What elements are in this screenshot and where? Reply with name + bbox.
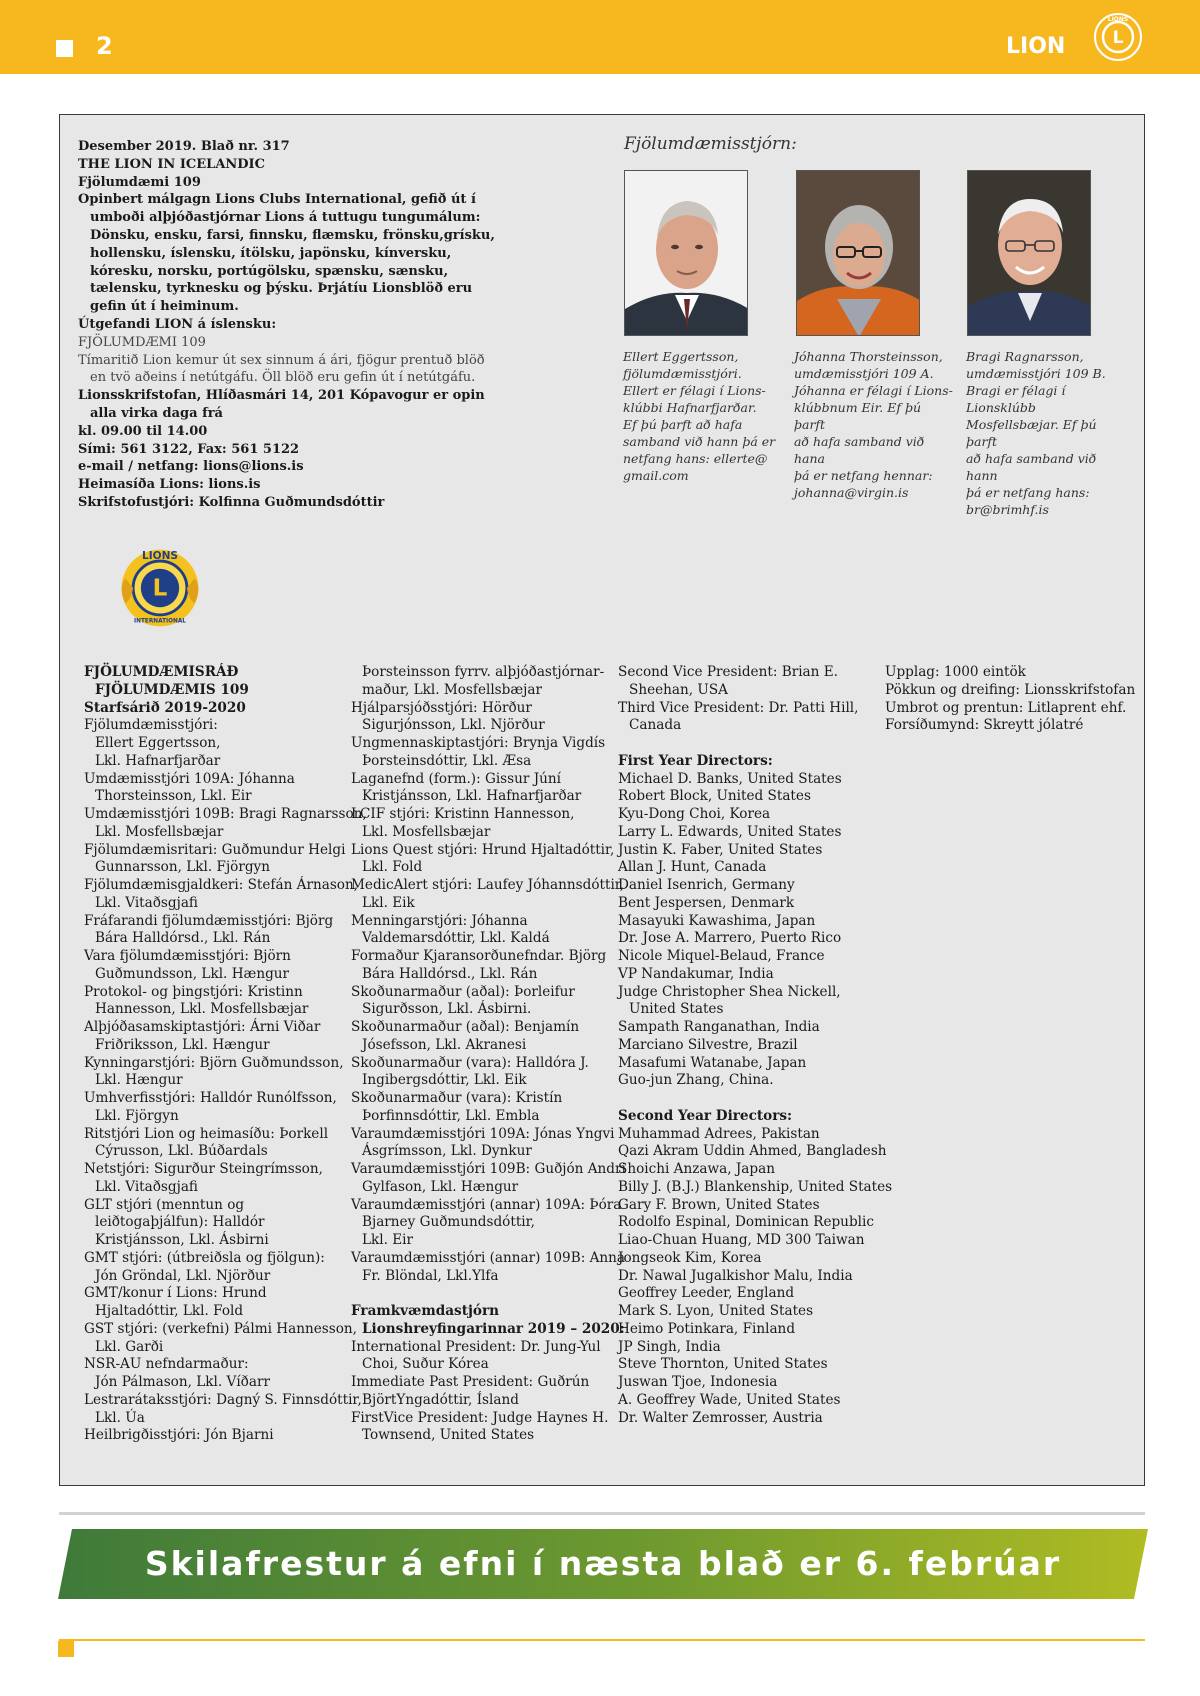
roster-line: Menningarstjóri: Jóhanna (351, 912, 528, 929)
imprint-line: FJÖLUMDÆMI 109 (78, 334, 206, 350)
governor-caption-bragi (966, 348, 1126, 518)
imprint-line: Opinbert málgagn Lions Clubs International, gefið út í umboði alþjóðastjórnar Lions á tuttugu tungumálum: Dönsku, ensku, farsi, finnsku, flæmsku, frönsku,grísku, hollensku, íslensku, ítölsku, japönsku, kínversku, kóresku, norsku, portúgölsku, spænsku, sænsku, tælensku, tyrknesku og þýsku. Þrjátíu Lionsblöð eru gefin út í heiminum. (78, 192, 495, 315)
roster-line: Lkl. Fold (362, 859, 423, 876)
roster-line: Gary F. Brown, United States (618, 1196, 820, 1213)
imprint-line: Sími: 561 3122, Fax: 561 5122 (78, 441, 300, 457)
roster-line: Fjölumdæmisgjaldkeri: Stefán Árnason, (84, 877, 359, 893)
roster-line: Kynningarstjóri: Björn Guðmundsson, (84, 1054, 344, 1071)
caption-line: að hafa samband við hann (966, 451, 1097, 483)
roster-line: Justin K. Faber, United States (618, 841, 823, 858)
roster-line: Dr. Walter Zemrosser, Austria (618, 1409, 823, 1426)
roster-line: Robert Block, United States (618, 788, 811, 805)
caption-line: þá er netfang hennar: (794, 468, 933, 483)
governor-photo-bragi (967, 170, 1091, 336)
roster-line: Choi, Suður Kórea (362, 1356, 489, 1373)
roster-line: BjörtYngadóttir, Ísland (362, 1391, 519, 1408)
roster-line: Varaumdæmisstjóri 109A: Jónas Yngvi (351, 1125, 615, 1142)
roster-line: VP Nandakumar, India (618, 965, 774, 982)
imprint-line: Tímaritið Lion kemur út sex sinnum á ári, fjögur prentuð blöð en tvö aðeins í netútgáfu. Öll blöð eru gefin út í netútgáfu. (78, 352, 485, 386)
roster-line: Formaður Kjaransorðunefndar. Björg (351, 948, 607, 964)
roster-line: Juswan Tjoe, Indonesia (618, 1374, 778, 1390)
imprint-line: Lionsskrifstofan, Hlíðasmári 14, 201 Kópavogur er opin alla virka daga frá (78, 388, 485, 421)
imprint-line: Desember 2019. Blað nr. 317 (78, 139, 290, 154)
roster-line: Jón Pálmason, Lkl. Víðarr (95, 1374, 270, 1390)
roster-line: Bára Halldórsd., Lkl. Rán (362, 965, 538, 982)
roster-line: MedicAlert stjóri: Laufey Jóhannsdóttir, (351, 877, 625, 893)
roster-line: Lkl. Hængur (95, 1072, 183, 1089)
roster-line: Masafumi Watanabe, Japan (618, 1054, 807, 1071)
roster-line: Steve Thornton, United States (618, 1356, 828, 1373)
roster-line: leiðtogaþjálfun): Halldór (95, 1214, 265, 1231)
roster-line: Dr. Jose A. Marrero, Puerto Rico (618, 930, 842, 947)
header-bar (0, 0, 1200, 74)
caption-line: johanna@virgin.is (794, 485, 909, 500)
roster-line: FJÖLUMDÆMIS 109 (95, 681, 249, 698)
roster-line: Lkl. Mosfellsbæjar (362, 823, 491, 840)
roster-line: Lkl. Vitaðsgjafi (95, 1178, 198, 1195)
roster-line: Umdæmisstjóri 109A: Jóhanna (84, 770, 295, 787)
spacer (618, 1090, 892, 1108)
deadline-text: Skilafrestur á efni í næsta blað er 6. febrúar (144, 1544, 1062, 1583)
footer-line (59, 1639, 1145, 1641)
roster-line: Marciano Silvestre, Brazil (618, 1036, 798, 1053)
imprint-line: Fjölumdæmi 109 (78, 174, 201, 190)
roster-line: Friðriksson, Lkl. Hængur (95, 1036, 270, 1053)
roster-line: Fr. Blöndal, Lkl.Ylfa (362, 1267, 499, 1284)
roster-line: LCIF stjóri: Kristinn Hannesson, (351, 806, 575, 822)
roster-line: Canada (629, 717, 682, 734)
council-column-2 (351, 664, 626, 1445)
roster-line: Lkl. Vitaðsgjafi (95, 894, 198, 911)
roster-line: Guo-jun Zhang, China. (618, 1072, 774, 1089)
caption-line: Bragi er félagi í Lionsklúbb (966, 383, 1066, 415)
roster-line: Lkl. Úa (95, 1409, 145, 1426)
caption-line: að hafa samband við hana (794, 434, 925, 466)
roster-line: Thorsteinsson, Lkl. Eir (95, 788, 252, 805)
roster-line: NSR-AU nefndarmaður: (84, 1356, 249, 1373)
lions-international-logo (112, 540, 208, 636)
roster-line: Gunnarsson, Lkl. Fjörgyn (95, 859, 270, 876)
roster-line: Vara fjölumdæmisstjóri: Björn (84, 948, 291, 964)
roster-line: Valdemarsdóttir, Lkl. Kaldá (362, 930, 550, 947)
caption-line: umdæmisstjóri 109 B. (966, 366, 1106, 381)
caption-line: þá er netfang hans: (966, 485, 1090, 500)
roster-line: Lestrarátaksstjóri: Dagný S. Finnsdóttir, (84, 1391, 362, 1408)
roster-line: Lkl. Hafnarfjarðar (95, 752, 221, 769)
roster-line: Jongseok Kim, Korea (618, 1249, 762, 1266)
roster-line: Sheehan, USA (629, 681, 728, 698)
governor-caption-johanna (794, 348, 954, 501)
imprint-line: THE LION IN ICELANDIC (78, 156, 265, 172)
roster-line: Skoðunarmaður (vara): Halldóra J. (351, 1054, 589, 1071)
roster-line: GMT/konur í Lions: Hrund (84, 1285, 267, 1302)
roster-line: JP Singh, India (618, 1338, 721, 1355)
spacer (351, 1285, 626, 1303)
roster-line: Skoðunarmaður (aðal): Benjamín (351, 1019, 580, 1035)
roster-line: International President: Dr. Jung-Yul (351, 1338, 601, 1355)
caption-line: Ef þú þarft að hafa (623, 417, 743, 432)
roster-line: Second Year Directors: (618, 1107, 793, 1124)
roster-line: Dr. Nawal Jugalkishor Malu, India (618, 1267, 853, 1284)
production-column (885, 664, 1135, 735)
roster-line: Bára Halldórsd., Lkl. Rán (95, 930, 271, 947)
roster-line: Kristjánsson, Lkl. Ásbirni (95, 1232, 269, 1248)
roster-line: Bjarney Guðmundsdóttir, (362, 1214, 535, 1231)
imprint-line: e-mail / netfang: lions@lions.is (78, 459, 304, 475)
roster-line: Skoðunarmaður (vara): Kristín (351, 1090, 563, 1106)
caption-line: Bragi Ragnarsson, (966, 349, 1084, 364)
roster-line: Varaumdæmisstjóri 109B: Guðjón Andri (351, 1161, 626, 1177)
roster-line: Umbrot og prentun: Litlaprent ehf. (885, 699, 1127, 716)
roster-line: Second Vice President: Brian E. (618, 664, 838, 680)
caption-line: umdæmisstjóri 109 A. (794, 366, 934, 381)
roster-line: Framkvæmdastjórn (351, 1303, 499, 1319)
roster-line: Fráfarandi fjölumdæmisstjóri: Björg (84, 912, 334, 929)
imprint-block (78, 138, 498, 512)
roster-line: Qazi Akram Uddin Ahmed, Bangladesh (618, 1143, 887, 1160)
roster-line: Townsend, United States (362, 1427, 535, 1444)
roster-line: Rodolfo Espinal, Dominican Republic (618, 1214, 874, 1231)
roster-line: Þorsteinsson fyrrv. alþjóðastjórnar- (362, 664, 605, 680)
caption-line: Ellert Eggertsson, (623, 349, 739, 364)
roster-line: First Year Directors: (618, 752, 773, 769)
roster-line: Ásgrímsson, Lkl. Dynkur (362, 1143, 532, 1160)
caption-line: br@brimhf.is (966, 502, 1049, 517)
caption-line: klúbbi Hafnarfjarðar. (623, 400, 757, 415)
roster-line: maður, Lkl. Mosfellsbæjar (362, 681, 542, 698)
governor-photo-johanna (796, 170, 920, 336)
divider-line (59, 1512, 1145, 1515)
roster-line: Fjölumdæmisritari: Guðmundur Helgi (84, 841, 346, 858)
roster-line: Ritstjóri Lion og heimasíðu: Þorkell (84, 1125, 329, 1142)
roster-line: GST stjóri: (verkefni) Pálmi Hannesson, (84, 1320, 357, 1337)
roster-line: Daniel Isenrich, Germany (618, 877, 795, 893)
governor-caption-ellert (623, 348, 783, 484)
roster-line: Kristjánsson, Lkl. Hafnarfjarðar (362, 788, 582, 805)
roster-line: Lkl. Eik (362, 894, 415, 911)
imprint-line: Heimasíða Lions: lions.is (78, 477, 261, 493)
roster-line: Sigurðsson, Lkl. Ásbirni. (362, 1001, 532, 1018)
roster-line: Umdæmisstjóri 109B: Bragi Ragnarsson, (84, 806, 367, 822)
roster-line: Guðmundsson, Lkl. Hængur (95, 965, 290, 982)
roster-line: Ingibergsdóttir, Lkl. Eik (362, 1072, 527, 1089)
roster-line: Sigurjónsson, Lkl. Njörður (362, 717, 545, 734)
caption-line: Jóhanna Thorsteinsson, (794, 349, 943, 364)
roster-line: Ungmennaskiptastjóri: Brynja Vigdís (351, 735, 606, 751)
roster-line: Michael D. Banks, United States (618, 770, 842, 787)
governors-title: Fjölumdæmisstjórn: (624, 134, 797, 154)
roster-line: Judge Christopher Shea Nickell, (618, 983, 841, 1000)
roster-line: Lkl. Mosfellsbæjar (95, 823, 224, 840)
roster-line: Jón Gröndal, Lkl. Njörður (95, 1267, 271, 1284)
roster-line: FJÖLUMDÆMISRÁÐ (84, 664, 239, 680)
roster-line: Lions Quest stjóri: Hrund Hjaltadóttir, (351, 841, 615, 858)
roster-line: Nicole Miquel-Belaud, France (618, 948, 825, 964)
roster-line: Bent Jespersen, Denmark (618, 894, 795, 911)
roster-line: Larry L. Edwards, United States (618, 823, 842, 840)
roster-line: Gylfason, Lkl. Hængur (362, 1178, 519, 1195)
governor-photo-ellert (624, 170, 748, 336)
roster-line: Heilbrigðisstjóri: Jón Bjarni (84, 1427, 274, 1444)
caption-line: Jóhanna er félagi í Lions- (794, 383, 953, 398)
roster-line: Starfsárið 2019-2020 (84, 699, 246, 716)
roster-line: Allan J. Hunt, Canada (618, 859, 767, 876)
roster-line: Pökkun og dreifing: Lionsskrifstofan (885, 681, 1136, 698)
roster-line: Heimo Potinkara, Finland (618, 1320, 796, 1337)
page-number: 2 (96, 32, 113, 60)
directors-column (618, 664, 892, 1427)
roster-line: Immediate Past President: Guðrún (351, 1374, 590, 1390)
roster-line: Hjaltadóttir, Lkl. Fold (95, 1303, 244, 1319)
imprint-line: Skrifstofustjóri: Kolfinna Guðmundsdóttir (78, 494, 385, 510)
svg-text:L: L (152, 575, 168, 602)
roster-line: Geoffrey Leeder, England (618, 1285, 795, 1302)
roster-line: Þorfinnsdóttir, Lkl. Embla (362, 1107, 540, 1124)
spacer (618, 735, 892, 753)
roster-line: Þorsteinsdóttir, Lkl. Æsa (362, 752, 532, 769)
roster-line: Lionshreyfingarinnar 2019 – 2020: (362, 1320, 625, 1337)
roster-line: Upplag: 1000 eintök (885, 664, 1026, 680)
roster-line: Forsíðumynd: Skreytt jólatré (885, 717, 1084, 734)
svg-text:LIONS: LIONS (1107, 16, 1129, 23)
roster-line: Liao-Chuan Huang, MD 300 Taiwan (618, 1232, 865, 1248)
roster-line: Varaumdæmisstjóri (annar) 109B: Anna (351, 1249, 626, 1266)
roster-line: Shoichi Anzawa, Japan (618, 1161, 775, 1177)
roster-line: Umhverfisstjóri: Halldór Runólfsson, (84, 1090, 337, 1106)
svg-text:L: L (1112, 28, 1124, 48)
roster-line: Ellert Eggertsson, (95, 735, 221, 751)
roster-line: Mark S. Lyon, United States (618, 1303, 814, 1319)
roster-line: Laganefnd (form.): Gissur Júní (351, 770, 562, 787)
roster-line: Third Vice President: Dr. Patti Hill, (618, 699, 859, 716)
footer-square-icon (58, 1641, 74, 1657)
roster-line: Jósefsson, Lkl. Akranesi (362, 1036, 527, 1053)
lions-emblem-icon (1093, 12, 1143, 62)
imprint-line: Útgefandi LION á íslensku: (78, 316, 277, 332)
roster-line: Billy J. (B.J.) Blankenship, United States (618, 1178, 893, 1195)
roster-line: Netstjóri: Sigurður Steingrímsson, (84, 1161, 323, 1177)
roster-line: Skoðunarmaður (aðal): Þorleifur (351, 983, 575, 1000)
roster-line: Varaumdæmisstjóri (annar) 109A: Þóra (351, 1196, 622, 1213)
roster-line: Hjálparsjóðsstjóri: Hörður (351, 699, 532, 716)
svg-text:LIONS: LIONS (141, 550, 179, 563)
roster-line: Lkl. Fjörgyn (95, 1107, 179, 1124)
caption-line: Ellert er félagi í Lions- (623, 383, 766, 398)
roster-line: Lkl. Eir (362, 1232, 414, 1248)
roster-line: Fjölumdæmisstjóri: (84, 717, 218, 734)
caption-line: Mosfellsbæjar. Ef þú þarft (966, 417, 1097, 449)
svg-text:INTERNATIONAL: INTERNATIONAL (134, 618, 186, 625)
imprint-line: kl. 09.00 til 14.00 (78, 423, 208, 439)
header-square-icon (56, 40, 73, 57)
roster-line: Masayuki Kawashima, Japan (618, 912, 816, 929)
council-column-1 (84, 664, 367, 1445)
roster-line: Sampath Ranganathan, India (618, 1019, 820, 1035)
roster-line: A. Geoffrey Wade, United States (618, 1391, 841, 1408)
caption-line: fjölumdæmisstjóri. (623, 366, 742, 381)
roster-line: United States (629, 1001, 724, 1018)
roster-line: GMT stjóri: (útbreiðsla og fjölgun): (84, 1249, 325, 1266)
roster-line: Hannesson, Lkl. Mosfellsbæjar (95, 1001, 309, 1018)
caption-line: gmail.com (623, 468, 689, 483)
caption-line: samband við hann þá er (623, 434, 776, 449)
roster-line: FirstVice President: Judge Haynes H. (351, 1409, 609, 1426)
roster-line: Kyu-Dong Choi, Korea (618, 806, 771, 822)
roster-line: GLT stjóri (menntun og (84, 1196, 245, 1213)
roster-line: Cýrusson, Lkl. Búðardals (95, 1143, 268, 1160)
roster-line: Muhammad Adrees, Pakistan (618, 1125, 820, 1142)
caption-line: klúbbnum Eir. Ef þú þarft (794, 400, 922, 432)
caption-line: netfang hans: ellerte@ (623, 451, 768, 466)
roster-line: Alþjóðasamskiptastjóri: Árni Viðar (84, 1019, 321, 1035)
roster-line: Lkl. Garði (95, 1338, 164, 1355)
roster-line: Protokol- og þingstjóri: Kristinn (84, 983, 303, 1000)
magazine-name: LION (1006, 34, 1066, 59)
